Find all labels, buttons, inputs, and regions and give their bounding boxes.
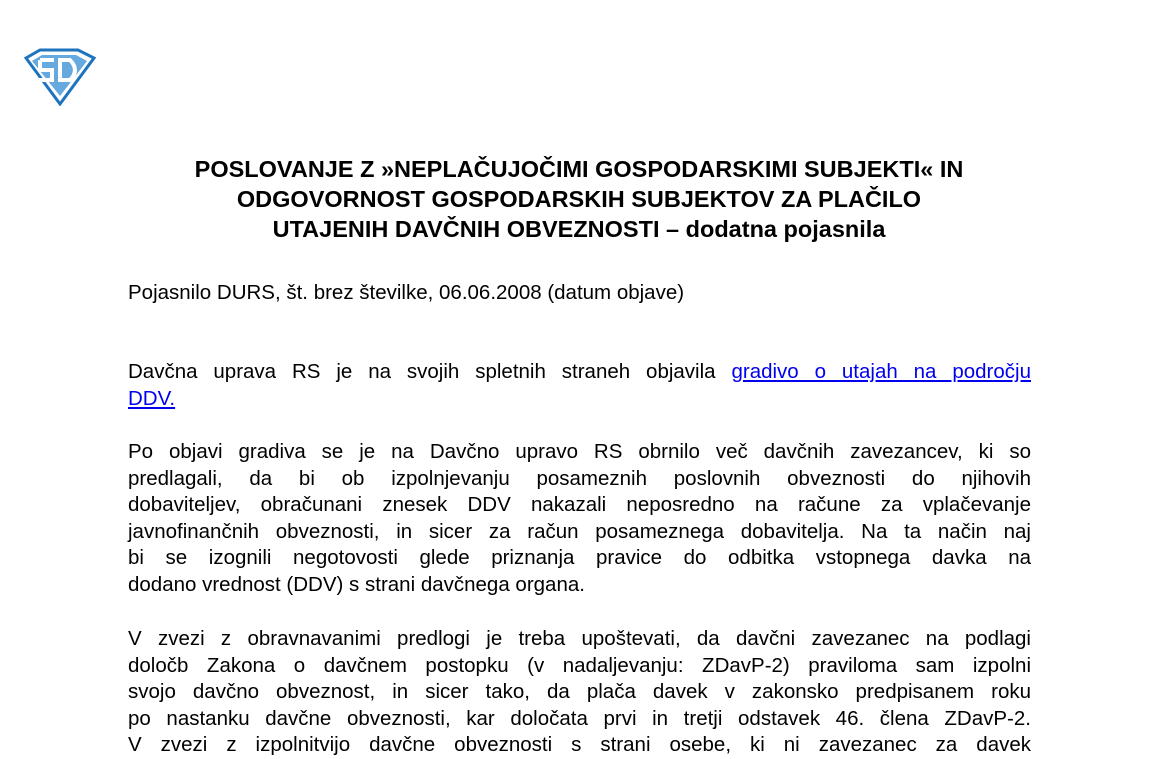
title-line: POSLOVANJE Z »NEPLAČUJOČIMI GOSPODARSKIMI SUBJEKTI« IN bbox=[194, 156, 964, 182]
title-line: UTAJENIH DAVČNIH OBVEZNOSTI – dodatna pojasnila bbox=[272, 216, 886, 242]
paragraph-line: predlagali, da bi ob izpolnjevanju posameznih poslovnih obveznosti do njihovih bbox=[128, 466, 1031, 490]
paragraph-intro bbox=[128, 359, 1031, 412]
gradivo-link-continued[interactable]: DDV. bbox=[128, 386, 176, 410]
paragraph-body bbox=[128, 626, 1031, 759]
paragraph-line: V zvezi z obravnavanimi predlogi je treba upoštevati, da davčni zavezanec na podlagi bbox=[128, 627, 1031, 650]
paragraph-line bbox=[128, 359, 1031, 386]
source-line: Pojasnilo DURS, št. brez številke, 06.06.2008 (datum objave) bbox=[128, 281, 685, 304]
paragraph-line: dodano vrednost (DDV) s strani davčnega organa. bbox=[128, 572, 585, 596]
paragraph-line: bi se izognili negotovosti glede priznanja pravice do odbitka vstopnega davka na bbox=[128, 546, 1031, 570]
paragraph-line: Po objavi gradiva se je na Davčno upravo RS obrnilo več davčnih zavezancev, ki so bbox=[128, 440, 1031, 463]
paragraph-line: dobaviteljev, obračunani znesek DDV nakazali neposredno na račune za vplačevanje bbox=[128, 493, 1031, 517]
paragraph-line: V zvezi z izpolnitvijo davčne obveznosti s strani osebe, ki ni zavezanec za davek bbox=[128, 733, 1031, 757]
title-line: ODGOVORNOST GOSPODARSKIH SUBJEKTOV ZA PLAČILO bbox=[236, 186, 922, 212]
paragraph-line: po nastanku davčne obveznosti, kar določata prvi in tretji odstavek 46. člena ZDavP-2. bbox=[128, 706, 1031, 730]
paragraph-line: svojo davčno obveznost, in sicer tako, da plača davek v zakonsko predpisanem roku bbox=[128, 680, 1031, 704]
paragraph-body bbox=[128, 439, 1031, 599]
logo bbox=[20, 48, 98, 106]
paragraph-line bbox=[128, 386, 1031, 413]
paragraph-line: javnofinančnih obveznosti, in sicer za račun posameznega dobavitelja. Na ta način naj bbox=[128, 519, 1031, 543]
gradivo-link[interactable]: gradivo o utajah na področju bbox=[731, 360, 1031, 383]
logo-shield-icon bbox=[20, 48, 98, 106]
paragraph-text: Davčna uprava RS je na svojih spletnih straneh objavila bbox=[128, 360, 716, 383]
logo-text: SD bbox=[59, 78, 61, 79]
paragraph-line: določb Zakona o davčnem postopku (v nadaljevanju: ZDavP-2) praviloma sam izpolni bbox=[128, 653, 1031, 677]
document-title bbox=[128, 154, 1030, 244]
